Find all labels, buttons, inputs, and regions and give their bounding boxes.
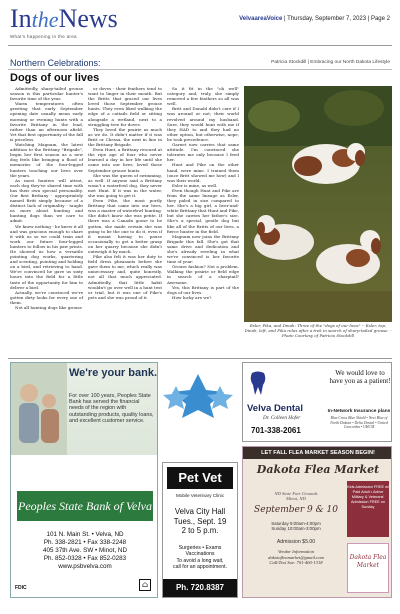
article-headline: Dogs of our lives [10, 72, 100, 84]
dental-doctor: Dr. Colleen Hofer [263, 415, 301, 421]
bank-ad [10, 362, 158, 598]
masthead [8, 4, 392, 46]
flea-hours-sat: Saturday 9:00am-4:00pm [271, 521, 321, 526]
flea-location [247, 491, 345, 502]
article-column-3 [167, 86, 239, 300]
article-column-2 [88, 86, 162, 300]
paragraph: Pike also felt it was her duty to field dress pheasants before she gave them to me, which really was unnecessary and, quite honestly, not all that much appreciated. Admittedly, that little habit wouldn't go over well in a hunt test or trial, but it was one of Pike's pets and she was proud of it. [88, 254, 162, 300]
bank-website: www.psbvelva.com [58, 563, 112, 570]
flea-vendor-phone: Call/Text Sue: 701-460-1318 [269, 560, 323, 566]
paragraph: How lucky are we? [172, 294, 212, 300]
paragraph: Esler is mine, as well. [172, 182, 218, 188]
pet-vet-note: To avoid a long wait, [176, 557, 224, 564]
section-byline: Patricia Stockdill | Embracing our North Dakota Lifestyle [271, 60, 390, 65]
pet-vet-service: Surgeries • Exams [178, 545, 222, 551]
bank-logo: Peoples State Bank of Velva [17, 491, 153, 521]
pet-vet-location: Velva City Hall [174, 507, 226, 516]
divider [8, 358, 392, 359]
pet-vet-note: call for an appointment. [173, 564, 227, 571]
paragraph: As most hunters will attest, each dog they've shared time with has their own special personality. Our first Brittany - appropriately named Britt simply because of a distinct lack of originality - taught us more about hunting and hunting dogs than we care to admit. [10, 177, 83, 224]
pet-vet-phone: Ph. 720.8387 [163, 579, 237, 597]
bank-contact [11, 531, 158, 571]
paragraph: Even Pike, the most portly Brittany that came into our lives, was a master of waterfowl hunting. She didn't know she was petite. If there was a Canada goose to be gotten, she made certain she was going to be the one to do it, even if it meant having to pause occasionally to get a better grasp on her quarry because she didn't outweigh it by much. [88, 198, 162, 254]
pet-vet-time: 2 to 5 p.m. [181, 526, 219, 535]
issue-line: VelvaareaVoice | Thursday, September 7, 2023 | Page 2 [239, 16, 390, 22]
paragraph: Admittedly, sharp-tailed grouse season is this particular hunter's favorite time of the year. [10, 86, 83, 102]
family-photo-icon [11, 363, 67, 455]
dental-tagline: We would love to have you as a patient! [329, 369, 391, 385]
flea-venue: ND State Fair Grounds [274, 491, 318, 496]
flea-vendor-info [247, 549, 345, 566]
equal-housing-icon: ⌂ [139, 579, 151, 591]
section-title: Northern Celebrations: [10, 58, 101, 68]
flea-hours-sun: Sunday 10:00am-3:00pm [271, 526, 321, 532]
flea-title: Dakota Flea Market [256, 463, 380, 476]
dental-ad [242, 362, 392, 442]
paragraph: So it fit in the "oh well" category and, truly, she simply removed a few feathers so all was well. [167, 86, 239, 107]
paragraph: Garnet now carries that same attitude. I'm convinced she tolerates me only because I feed her. [167, 142, 239, 163]
bank-address-1: 101 N. Main St. • Velva, ND [46, 531, 124, 538]
bank-address-2: 405 37th Ave. SW • Minot, ND [43, 547, 127, 554]
flea-vendor-email: dakotafleamarket@gmail.com [268, 554, 324, 560]
pet-vet-ad [162, 462, 238, 598]
flea-city: Minot, ND [286, 496, 306, 502]
flea-hours [247, 521, 345, 532]
section-bar [8, 58, 392, 70]
photo-caption: Esler, Pika, and Dinah: Three of the "dogs of our lives" -- Esler, top, Dinah, left, and Pika relax after a trek in search of sharp-tailed grouse. - Photo Courtesy of Patricia Stockdill [244, 323, 392, 338]
paragraph: Actually, we're convinced we're gotten dirty looks for every one of them. [10, 289, 83, 305]
paragraph: Even Hunt, a Brittany rescued at the ripe age of four who never learned a day in her life until she came into our lives, loved those September grouse hunts. [88, 147, 162, 173]
bank-phone-2: Ph. 852-0328 • Fax 852-0283 [43, 555, 127, 562]
paragraph: Not all hunting dogs like grouse [15, 305, 82, 311]
tooth-icon [249, 371, 267, 397]
newspaper-brand: IntheNews [10, 4, 118, 33]
tagline: What's happening in the area [10, 34, 77, 39]
stars-graphic [162, 372, 234, 420]
pet-vet-subtitle: Mobile Veterinary Clinic [176, 493, 224, 498]
pet-vet-service: Vaccinations [185, 551, 215, 558]
paragraph: She was the queen of swimming, as well. If anyone said a Brittany wasn't a waterfowl dog, they never met Hunt. If it was in the water, she was going to get it. [88, 172, 162, 198]
pet-vet-schedule [163, 507, 237, 536]
paragraph: Watching Magnum, the latest addition to the Brittany "Brigade", begin her first season as a new dog feels like bringing a flood of memories of the four-legged hunters touching our lives over the years. [10, 142, 83, 178]
bank-headline: We're your bank. [69, 367, 157, 379]
paragraph: Magnum now joins the Brittany Brigade this fall. She's got that same drive and dedication and she's already reveling in what we're convinced is her favorite time of year: [167, 233, 239, 265]
flea-admission: Admission $5.00 [276, 539, 316, 545]
paragraph: Hunt and Pike on the other hand, were mine. I trained them (once Britt showed me how) and I was their world. [167, 162, 239, 183]
bank-phone-1: Ph. 338-2821 • Fax 338-2248 [43, 539, 127, 546]
dogs-photo [244, 86, 392, 322]
flea-admission-notes: Kids Admission FREE w/ Paid Adult • Active Military & Veterans' Admission FREE on Sunday [347, 481, 389, 537]
paragraph: Even though Hunt and Pike are from the same lineage as Esler, they paled in size compared to her. She's a big girl, a liver-and-white Brittany that Hunt and Pike, but she carries her father's size. She's a special, gentle dog but like all of the Britts of our lives, a fierce hunter in the field. [167, 187, 239, 234]
article-column-1 [10, 86, 83, 310]
flea-market-ad [242, 446, 392, 598]
bank-description: For over 100 years, Peoples State Bank has served the financial needs of the region with outstanding products, quality loans, and excellent customer service. [69, 393, 154, 424]
dental-name: Velva Dental [247, 403, 303, 414]
pet-vet-date: Tues., Sept. 19 [173, 516, 227, 526]
paragraph: We knew nothing - he knew it all and was gracious enough to share it with us so we could train and work our future four-legged hunters to follow in his paw prints. He showed us how a versatile pointing dog works, quartering and scenting, pointing and holding on a bird, and retrieving to hand. We're convinced he gave us sixty hours into the field for a little taste of the opportunity for him to deliver a bird. [10, 223, 83, 290]
dental-insurance-list: Blue Cross Blue Shield • Next Blue of North Dakota • Delta Dental • United Concordia • UHCM [330, 416, 388, 430]
paragraph: Yes, this Brittany is part of the dogs of our lives. [167, 284, 239, 295]
pet-vet-services [163, 545, 237, 571]
flea-vendor-heading: Vendor Information [277, 549, 315, 554]
flea-logo: Dakota Flea Market [347, 543, 389, 593]
dental-insurance-title: In-Network Insurance plans [327, 409, 391, 414]
pet-vet-logo: Pet Vet [167, 467, 233, 489]
fdic-logo: FDIC [15, 585, 27, 591]
flea-date: September 9 & 10 [254, 505, 338, 515]
paragraph: Warm temperatures often greeting that early September opening date usually mean early morning or evening hunts with a favorite Brittany in the lead, rather than an afternoon afield. Yet that first opportunity of the fall is priceless. [10, 101, 83, 142]
paragraph: Britt and Donald didn't care if I was around or not; their world revolved around my husband. Sure, they would hunt with me if they HAD to and they had no other option, but otherwise, nope, he took precedence. [167, 106, 239, 142]
paragraph: They loved the prairie as much as we do. It didn't matter if it was Britt or Chessa, the next in line in the Brittany Brigade. [88, 126, 162, 148]
dental-phone: 701-338-2061 [251, 426, 301, 435]
flea-banner: LET FALL FLEA MARKET SEASON BEGIN! [243, 447, 392, 459]
paragraph: Grouse fashion? Not a problem. Walking the prairie or field edge in search of a sharptail? Awesome. [167, 264, 239, 285]
paragraph: or doves - their feathers tend to want to linger in their mouth. But the Britts that graced our lives loved those September grouse hunts. They even liked walking the edge of a cattails field or sitting alongside a wetland, next to a struggling tree for doves. [88, 86, 162, 127]
